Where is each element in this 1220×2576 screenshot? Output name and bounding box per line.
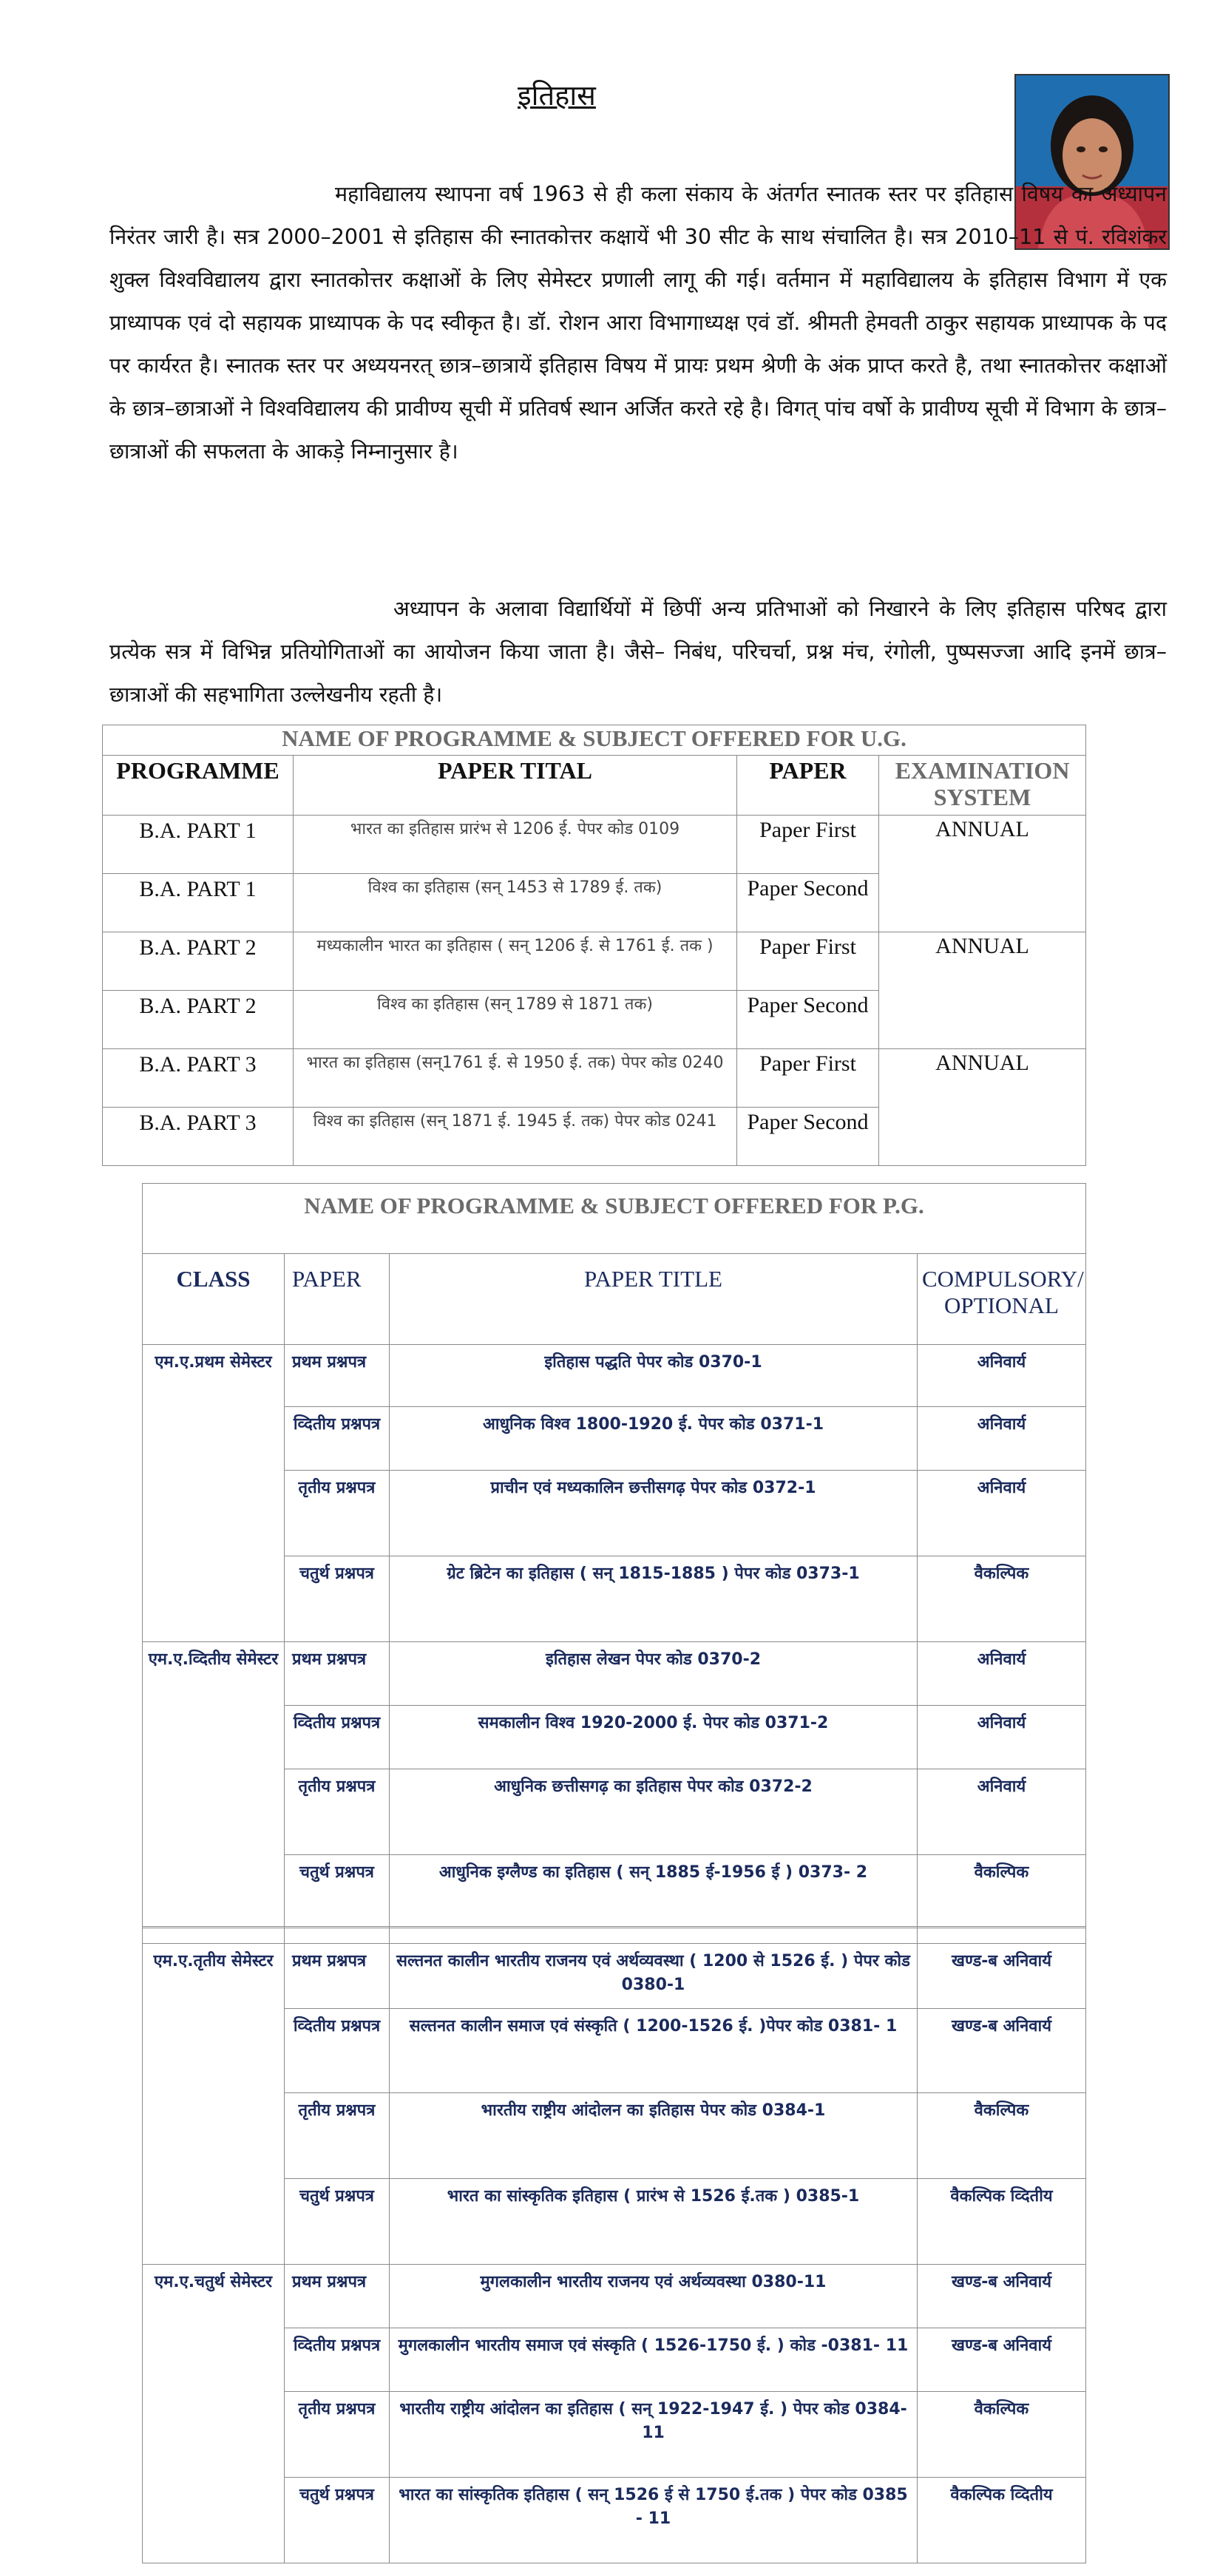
- pg-header-paper-title: PAPER TITLE: [390, 1254, 918, 1345]
- exam-system-cell: ANNUAL: [879, 1049, 1086, 1166]
- paper-title-cell: मुगलकालीन भारतीय समाज एवं संस्कृति ( 1526-1750 ई. ) कोड -0381- 11: [390, 2328, 918, 2392]
- paper-number-cell: तृतीय प्रश्नपत्र: [285, 2093, 390, 2179]
- compulsory-optional-cell: वैकल्पिक: [918, 2392, 1086, 2478]
- paper-title-cell: इतिहास पद्धति पेपर कोड 0370-1: [390, 1345, 918, 1407]
- compulsory-optional-cell: खण्ड-ब अनिवार्य: [918, 2009, 1086, 2093]
- semester-class-cell: एम.ए.व्दितीय सेमेस्टर: [143, 1642, 285, 1944]
- compulsory-optional-cell: अनिवार्य: [918, 1407, 1086, 1471]
- table-row: [143, 1471, 1086, 1556]
- table-row: [143, 1944, 1086, 2009]
- programme-cell: B.A. PART 3: [103, 1049, 294, 1108]
- paper-title-cell: आधुनिक इग्लैण्ड का इतिहास ( सन् 1885 ई-1956 ई ) 0373- 2: [390, 1855, 918, 1944]
- paper-title-cell: विश्व का इतिहास (सन् 1789 से 1871 तक): [294, 991, 737, 1049]
- paper-title-cell: ग्रेट ब्रिटेन का इतिहास ( सन् 1815-1885 ) पेपर कोड 0373-1: [390, 1556, 918, 1642]
- paper-title-cell: मुगलकालीन भारतीय राजनय एवं अर्थव्यवस्था 0380-11: [390, 2265, 918, 2328]
- table-row: [143, 2093, 1086, 2179]
- table-row: [143, 2009, 1086, 2093]
- paper-title-cell: भारत का इतिहास (सन्1761 ई. से 1950 ई. तक) पेपर कोड 0240: [294, 1049, 737, 1108]
- semester-class-cell: एम.ए.चतुर्थ सेमेस्टर: [143, 2265, 285, 2563]
- paper-cell: Paper First: [737, 932, 879, 991]
- compulsory-optional-cell: वैकल्पिक: [918, 2093, 1086, 2179]
- paper-number-cell: प्रथम प्रश्नपत्र: [285, 1642, 390, 1706]
- paper-number-cell: व्दितीय प्रश्नपत्र: [285, 1706, 390, 1769]
- paper-number-cell: चतुर्थ प्रश्नपत्र: [285, 1855, 390, 1944]
- paper-title-cell: भारतीय राष्ट्रीय आंदोलन का इतिहास ( सन् 1922-1947 ई. ) पेपर कोड 0384-11: [390, 2392, 918, 2478]
- paper-title-cell: मध्यकालीन भारत का इतिहास ( सन् 1206 ई. से 1761 ई. तक ): [294, 932, 737, 991]
- paper-cell: Paper Second: [737, 991, 879, 1049]
- compulsory-optional-cell: वैकल्पिक: [918, 1556, 1086, 1642]
- compulsory-optional-cell: अनिवार्य: [918, 1769, 1086, 1855]
- table-row: [103, 1049, 1086, 1108]
- compulsory-optional-cell: खण्ड-ब अनिवार्य: [918, 2265, 1086, 2328]
- paper-number-cell: तृतीय प्रश्नपत्र: [285, 2392, 390, 2478]
- paper-number-cell: व्दितीय प्रश्नपत्र: [285, 2009, 390, 2093]
- paper-title-cell: विश्व का इतिहास (सन् 1453 से 1789 ई. तक): [294, 874, 737, 932]
- programme-cell: B.A. PART 1: [103, 816, 294, 874]
- programme-cell: B.A. PART 1: [103, 874, 294, 932]
- paper-title-cell: भारत का इतिहास प्रारंभ से 1206 ई. पेपर कोड 0109: [294, 816, 737, 874]
- paper-number-cell: प्रथम प्रश्नपत्र: [285, 1345, 390, 1407]
- paper-number-cell: व्दितीय प्रश्नपत्र: [285, 2328, 390, 2392]
- compulsory-optional-cell: वैकल्पिक: [918, 1855, 1086, 1944]
- paper-number-cell: तृतीय प्रश्नपत्र: [285, 1471, 390, 1556]
- paper-number-cell: तृतीय प्रश्नपत्र: [285, 1769, 390, 1855]
- table-row: [143, 1642, 1086, 1706]
- paper-number-cell: प्रथम प्रश्नपत्र: [285, 2265, 390, 2328]
- table-row: [143, 1556, 1086, 1642]
- paper-title-cell: प्राचीन एवं मध्यकालिन छत्तीसगढ़ पेपर कोड 0372-1: [390, 1471, 918, 1556]
- compulsory-optional-cell: अनिवार्य: [918, 1706, 1086, 1769]
- paper-title-cell: भारतीय राष्ट्रीय आंदोलन का इतिहास पेपर कोड 0384-1: [390, 2093, 918, 2179]
- pg-header-paper: PAPER: [285, 1254, 390, 1345]
- programme-cell: B.A. PART 2: [103, 932, 294, 991]
- pg-subjects-table: [142, 1183, 1086, 2563]
- activities-paragraph: अध्यापन के अलावा विद्यार्थियों में छिपीं अन्य प्रतिभाओं को निखारने के लिए इतिहास परिषद द्वारा प्रत्येक सत्र में विभिन्न प्रतियोगिताओं का आयोजन किया जाता है। जैसे– निबंध, परिचर्चा, प्रश्न मंच, रंगोली, पुष्पसज्जा आदि इनमें छात्र–छात्राओं की सहभागिता उल्लेखनीय रहती है।: [109, 597, 1167, 707]
- compulsory-optional-cell: अनिवार्य: [918, 1471, 1086, 1556]
- paper-cell: Paper Second: [737, 1108, 879, 1166]
- paper-title-cell: भारत का सांस्कृतिक इतिहास ( सन् 1526 ई से 1750 ई.तक ) पेपर कोड 0385 - 11: [390, 2478, 918, 2563]
- compulsory-optional-cell: अनिवार्य: [918, 1345, 1086, 1407]
- compulsory-optional-cell: वैकल्पिक व्दितीय: [918, 2478, 1086, 2563]
- table-row: [143, 2392, 1086, 2478]
- paper-title-cell: सल्तनत कालीन भारतीय राजनय एवं अर्थव्यवस्था ( 1200 से 1526 ई. ) पेपर कोड 0380-1: [390, 1944, 918, 2009]
- table-row: [143, 1345, 1086, 1407]
- ug-header-programme: PROGRAMME: [103, 756, 294, 816]
- compulsory-optional-cell: वैकल्पिक व्दितीय: [918, 2179, 1086, 2265]
- table-section-divider: [142, 1926, 1085, 1928]
- table-row: [143, 2328, 1086, 2392]
- paper-cell: Paper First: [737, 816, 879, 874]
- pg-header-class: CLASS: [143, 1254, 285, 1345]
- paper-title-cell: सल्तनत कालीन समाज एवं संस्कृति ( 1200-1526 ई. )पेपर कोड 0381- 1: [390, 2009, 918, 2093]
- paper-title-cell: आधुनिक छत्तीसगढ़ का इतिहास पेपर कोड 0372-2: [390, 1769, 918, 1855]
- ug-table-caption: NAME OF PROGRAMME & SUBJECT OFFERED FOR U.G.: [103, 725, 1086, 756]
- ug-header-paper-title: PAPER TITAL: [294, 756, 737, 816]
- paper-title-cell: विश्व का इतिहास (सन् 1871 ई. 1945 ई. तक) पेपर कोड 0241: [294, 1108, 737, 1166]
- semester-class-cell: एम.ए.प्रथम सेमेस्टर: [143, 1345, 285, 1642]
- exam-system-cell: ANNUAL: [879, 932, 1086, 1049]
- intro-paragraph: महाविद्यालय स्थापना वर्ष 1963 से ही कला संकाय के अंतर्गत स्नातक स्तर पर इतिहास विषय का अध्यापन निरंतर जारी है। सत्र 2000–2001 से इतिहास की स्नातकोत्तर कक्षायें भी 30 सीट के साथ संचालित है। सत्र 2010–11 से पं. रविशंकर शुक्ल विश्वविद्यालय द्वारा स्नातकोत्तर कक्षाओं के लिए सेमेस्टर प्रणाली लागू की गई। वर्तमान में महाविद्यालय के इतिहास विभाग में एक प्राध्यापक एवं दो सहायक प्राध्यापक के पद स्वीकृत है। डॉ. रोशन आरा विभागाध्यक्ष एवं डॉ. श्रीमती हेमवती ठाकुर सहायक प्राध्यापक के पद पर कार्यरत है। स्नातक स्तर पर अध्ययनरत् छात्र–छात्रायें इतिहास विषय में प्रायः प्रथम श्रेणी के अंक प्राप्त करते है, तथा स्नातकोत्तर कक्षाओं के छात्र–छात्राओं ने विश्वविद्यालय की प्रावीण्य सूची में प्रतिवर्ष स्थान अर्जित करते रहे है। विगत् पांच वर्षो के प्रावीण्य सूची में विभाग के छात्र–छात्राओं की सफलता के आकड़े निम्नानुसार है।: [109, 182, 1167, 464]
- programme-cell: B.A. PART 3: [103, 1108, 294, 1166]
- paper-number-cell: चतुर्थ प्रश्नपत्र: [285, 1556, 390, 1642]
- paper-number-cell: प्रथम प्रश्नपत्र: [285, 1944, 390, 2009]
- pg-table-caption: NAME OF PROGRAMME & SUBJECT OFFERED FOR P.G.: [143, 1184, 1086, 1254]
- table-row: [103, 932, 1086, 991]
- programme-cell: B.A. PART 2: [103, 991, 294, 1049]
- paper-title-cell: आधुनिक विश्व 1800-1920 ई. पेपर कोड 0371-1: [390, 1407, 918, 1471]
- table-row: [143, 2265, 1086, 2328]
- paper-title-cell: इतिहास लेखन पेपर कोड 0370-2: [390, 1642, 918, 1706]
- compulsory-optional-cell: अनिवार्य: [918, 1642, 1086, 1706]
- paper-cell: Paper Second: [737, 874, 879, 932]
- paper-cell: Paper First: [737, 1049, 879, 1108]
- paper-number-cell: व्दितीय प्रश्नपत्र: [285, 1407, 390, 1471]
- page-title: इतिहास: [518, 79, 596, 112]
- ug-header-exam-system: EXAMINATION SYSTEM: [879, 756, 1086, 816]
- ug-subjects-table: [102, 725, 1086, 1166]
- table-row: [143, 1769, 1086, 1855]
- exam-system-cell: ANNUAL: [879, 816, 1086, 932]
- paper-title-cell: समकालीन विश्व 1920-2000 ई. पेपर कोड 0371-2: [390, 1706, 918, 1769]
- table-row: [143, 1706, 1086, 1769]
- table-row: [143, 1855, 1086, 1944]
- table-row: [143, 1407, 1086, 1471]
- paper-number-cell: चतुर्थ प्रश्नपत्र: [285, 2478, 390, 2563]
- semester-class-cell: एम.ए.तृतीय सेमेस्टर: [143, 1944, 285, 2265]
- compulsory-optional-cell: खण्ड-ब अनिवार्य: [918, 2328, 1086, 2392]
- pg-header-compulsory-optional: COMPULSORY/ OPTIONAL: [918, 1254, 1086, 1345]
- ug-header-paper: PAPER: [737, 756, 879, 816]
- paper-number-cell: चतुर्थ प्रश्नपत्र: [285, 2179, 390, 2265]
- table-row: [143, 2478, 1086, 2563]
- paper-title-cell: भारत का सांस्कृतिक इतिहास ( प्रारंभ से 1526 ई.तक ) 0385-1: [390, 2179, 918, 2265]
- table-row: [143, 2179, 1086, 2265]
- compulsory-optional-cell: खण्ड-ब अनिवार्य: [918, 1944, 1086, 2009]
- table-row: [103, 816, 1086, 874]
